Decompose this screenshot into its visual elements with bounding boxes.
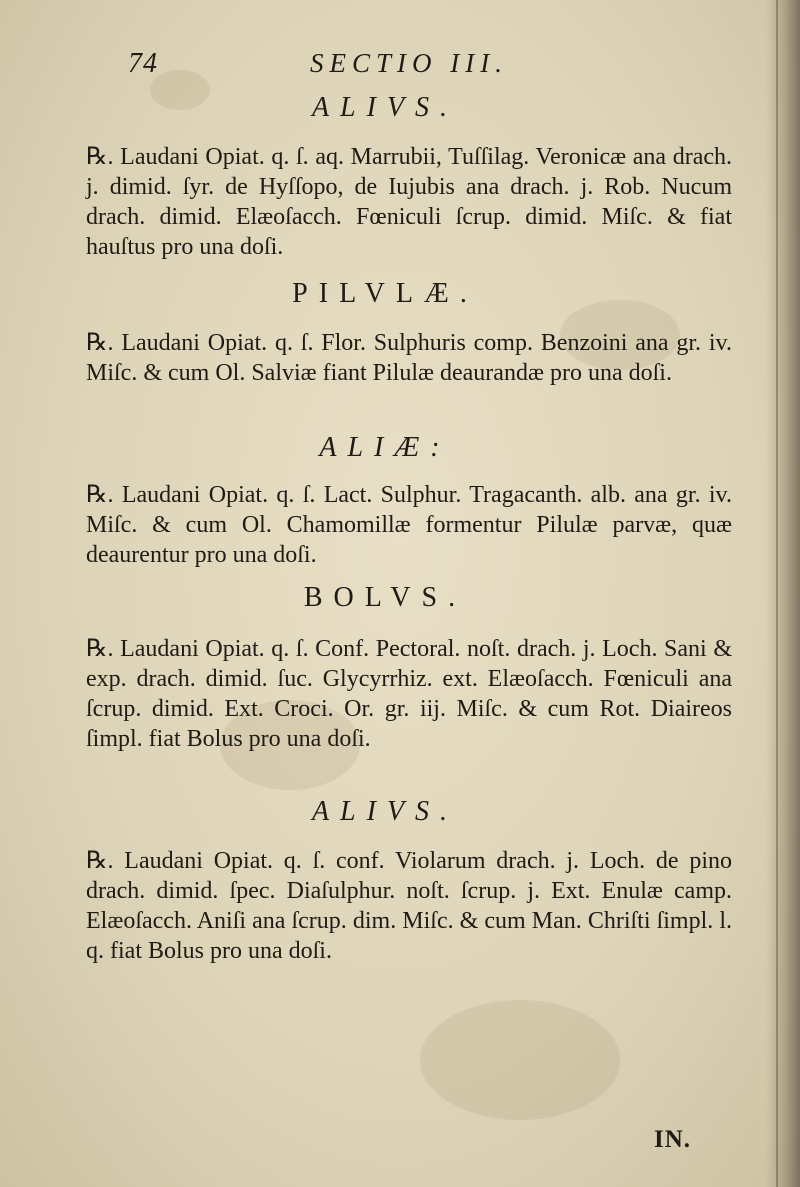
section-heading-pilulae: PILVLÆ. bbox=[292, 278, 478, 309]
page-gutter-shadow bbox=[766, 0, 800, 1187]
recipe-text-bolus: ℞. Laudani Opiat. q. ſ. Conf. Pectoral. noſt. drach. j. Loch. Sani & exp. drach. dimid. ſuc. Glycyrrhiz. ext. Elæoſacch. Fœniculi ana ſcrup. dimid. Ext. Croci. Or. gr. iij. Miſc. & cum Rot. Diaireos ſimpl. fiat Bolus pro una doſi. bbox=[86, 636, 732, 752]
recipe-text-alius-2: ℞. Laudani Opiat. q. ſ. conf. Violarum drach. j. Loch. de pino drach. dimid. ſpec. Diaſulphur. noſt. ſcrup. j. Ext. Enulæ camp. Elæoſacch. Aniſi ana ſcrup. dim. Miſc. & cum Man. Chriſti ſimpl. l. q. fiat Bolus pro una doſi. bbox=[86, 848, 732, 964]
section-heading-bolus: BOLVS. bbox=[303, 582, 467, 613]
page-gutter-line bbox=[776, 0, 778, 1187]
page-number: 74 bbox=[128, 48, 158, 79]
paper-stain bbox=[420, 1000, 620, 1120]
recipe-text-pilulae: ℞. Laudani Opiat. q. ſ. Flor. Sulphuris comp. Benzoini ana gr. iv. Miſc. & cum Ol. Salviæ fiant Pilulæ deaurandæ pro una doſi. bbox=[86, 330, 732, 386]
section-heading-alius-1: ALIVS. bbox=[311, 92, 459, 123]
section-heading-aliae: ALIÆ: bbox=[319, 432, 451, 463]
recipe-text-alius-1: ℞. Laudani Opiat. q. ſ. aq. Marrubii, Tuſſilag. Veronicæ ana drach. j. dimid. ſyr. de Hyſſopo, de Iujubis ana drach. j. Rob. Nucum drach. dimid. Elæoſacch. Fœniculi ſcrup. dimid. Miſc. & fiat hauſtus pro una doſi. bbox=[86, 144, 732, 260]
running-head: SECTIO III. bbox=[310, 48, 508, 78]
catchword: IN. bbox=[654, 1126, 692, 1153]
page-header bbox=[0, 42, 800, 82]
section-heading-alius-2: ALIVS. bbox=[311, 796, 459, 827]
recipe-text-aliae: ℞. Laudani Opiat. q. ſ. Lact. Sulphur. Tragacanth. alb. ana gr. iv. Miſc. & cum Ol. Chamomillæ formentur Pilulæ parvæ, quæ deaurentur pro una doſi. bbox=[86, 482, 732, 568]
